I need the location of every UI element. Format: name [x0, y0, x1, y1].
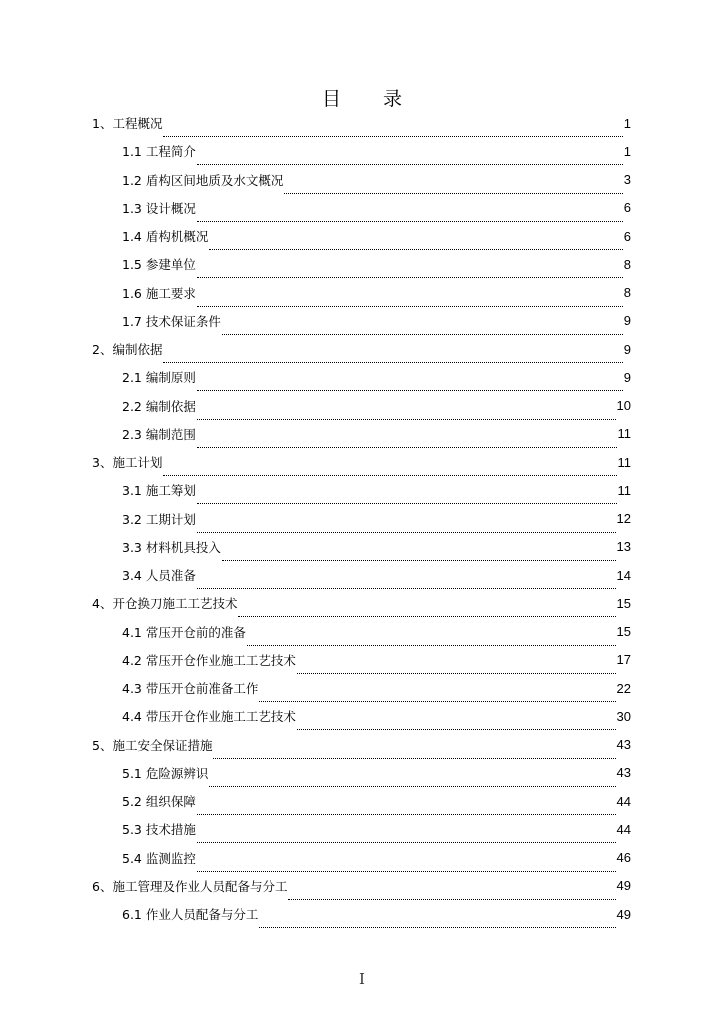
toc-entry-page: 12 [616, 511, 631, 526]
toc-entry-label: 4.3 带压开仓前准备工作 [122, 681, 259, 696]
toc-entry-page: 46 [616, 850, 631, 865]
toc-entry-page: 43 [616, 737, 631, 752]
toc-entry[interactable] [122, 392, 631, 420]
toc-dot-leader [197, 381, 623, 391]
toc-entry[interactable] [122, 646, 631, 674]
toc-dot-leader [297, 720, 616, 730]
toc-entry-label: 4、开仓换刀施工工艺技术 [92, 596, 238, 612]
toc-entry-page: 14 [616, 567, 631, 583]
toc-entry[interactable] [92, 109, 631, 137]
toc-entry[interactable] [122, 702, 631, 730]
toc-entry[interactable] [122, 787, 631, 815]
toc-entry[interactable] [122, 222, 631, 250]
toc-dot-leader [197, 297, 623, 307]
toc-entry-page: 1 [623, 115, 631, 131]
toc-entry[interactable] [122, 476, 631, 504]
toc-entry[interactable] [92, 589, 631, 617]
toc-dot-leader [197, 155, 623, 165]
toc-entry-page: 3 [623, 172, 631, 187]
toc-entry-page: 22 [616, 680, 631, 696]
toc-dot-leader [222, 325, 623, 335]
toc-entry-page: 6 [623, 228, 631, 244]
toc-entry[interactable] [122, 137, 631, 165]
toc-entry-label: 2、编制依据 [92, 342, 163, 357]
toc-entry-page: 9 [623, 313, 631, 329]
toc-entry[interactable] [122, 279, 631, 307]
toc-dot-leader [288, 890, 615, 900]
toc-entry-label: 2.3 编制范围 [122, 426, 196, 442]
toc-entry[interactable] [122, 759, 631, 787]
toc-entry-page: 43 [616, 765, 631, 781]
toc-dot-leader [284, 184, 622, 194]
toc-entry-page: 17 [616, 652, 631, 668]
toc-entry-page: 44 [616, 793, 631, 809]
toc-dot-leader [209, 777, 615, 787]
toc-entry-page: 10 [616, 398, 631, 413]
toc-entry-page: 15 [616, 595, 631, 611]
toc-entry-page: 11 [617, 454, 631, 470]
toc-entry-label: 1.7 技术保证条件 [122, 313, 221, 329]
toc-entry[interactable] [122, 250, 631, 278]
toc-dot-leader [197, 410, 616, 420]
toc-dot-leader [163, 353, 622, 363]
toc-entry-label: 5、施工安全保证措施 [92, 737, 213, 753]
toc-dot-leader [197, 494, 617, 504]
toc-entry-label: 1.4 盾构机概况 [122, 229, 209, 244]
toc-entry-page: 9 [623, 369, 631, 385]
toc-entry[interactable] [92, 872, 631, 900]
toc-entry-page: 8 [623, 285, 631, 300]
toc-entry[interactable] [122, 561, 631, 589]
toc-entry-label: 4.4 带压开仓作业施工工艺技术 [122, 709, 296, 725]
toc-entry[interactable] [122, 533, 631, 561]
toc-entry-label: 2.2 编制依据 [122, 398, 196, 414]
toc-entry-page: 1 [623, 143, 631, 159]
toc-dot-leader [259, 918, 615, 928]
toc-entry-label: 4.2 常压开仓作业施工工艺技术 [122, 652, 296, 668]
toc-dot-leader [222, 551, 616, 561]
toc-dot-leader [247, 636, 616, 646]
toc-entry-page: 13 [616, 539, 631, 555]
toc-entry-label: 5.2 组织保障 [122, 794, 196, 809]
toc-entry[interactable] [122, 307, 631, 335]
toc-entry-label: 3.2 工期计划 [122, 511, 196, 527]
toc-dot-leader [297, 664, 616, 674]
toc-dot-leader [238, 607, 615, 617]
toc-entry[interactable] [122, 844, 631, 872]
toc-dot-leader [197, 579, 616, 589]
toc-entry-page: 11 [617, 482, 631, 498]
toc-entry[interactable] [122, 900, 631, 928]
toc-entry-label: 2.1 编制原则 [122, 370, 196, 386]
toc-entry-page: 49 [616, 906, 631, 922]
toc-entry-page: 15 [616, 624, 631, 639]
toc-entry-label: 6.1 作业人员配备与分工 [122, 907, 259, 922]
toc-entry-label: 5.1 危险源辨识 [122, 765, 209, 781]
toc-dot-leader [209, 240, 622, 250]
toc-entry[interactable] [122, 505, 631, 533]
toc-entry-label: 3.3 材料机具投入 [122, 539, 221, 555]
toc-dot-leader [197, 268, 623, 278]
toc-entry[interactable] [92, 335, 631, 363]
toc-entry-page: 6 [623, 200, 631, 216]
toc-dot-leader [197, 438, 617, 448]
toc-entry-page: 8 [623, 256, 631, 272]
toc-dot-leader [197, 523, 616, 533]
toc-entry[interactable] [122, 674, 631, 702]
toc-entry[interactable] [122, 166, 631, 194]
toc-entry-label: 6、施工管理及作业人员配备与分工 [92, 878, 288, 894]
toc-entry-page: 9 [623, 341, 631, 357]
toc-dot-leader [197, 212, 623, 222]
toc-entry[interactable] [122, 618, 631, 646]
toc-entry-label: 3.4 人员准备 [122, 568, 196, 583]
toc-entry[interactable] [92, 448, 631, 476]
toc-entry-label: 5.4 监测监控 [122, 850, 196, 866]
toc-dot-leader [163, 127, 622, 137]
toc-dot-leader [259, 692, 615, 702]
toc-entry-label: 1.1 工程简介 [122, 144, 196, 160]
toc-title: 目 录 [321, 88, 421, 110]
toc-entry-page: 49 [616, 878, 631, 894]
toc-dot-leader [197, 833, 616, 843]
toc-dot-leader [213, 749, 615, 759]
toc-entry[interactable] [122, 420, 631, 448]
toc-entry[interactable] [122, 815, 631, 843]
toc-entry-label: 1.5 参建单位 [122, 257, 196, 273]
toc-entry-label: 1、工程概况 [92, 116, 163, 131]
toc-dot-leader [197, 805, 616, 815]
toc-entry-page: 44 [616, 821, 631, 837]
toc-dot-leader [197, 862, 616, 872]
toc-dot-leader [163, 466, 616, 476]
toc-entry-label: 4.1 常压开仓前的准备 [122, 624, 246, 640]
toc-entry-label: 3.1 施工筹划 [122, 483, 196, 499]
toc-entry-label: 5.3 技术措施 [122, 822, 196, 838]
toc-entry-page: 11 [617, 426, 631, 442]
toc-entry-label: 1.3 设计概况 [122, 200, 196, 216]
toc-entry-page: 30 [616, 708, 631, 724]
toc-entry[interactable] [122, 194, 631, 222]
toc-entry-label: 1.6 施工要求 [122, 285, 196, 301]
toc-entry-label: 3、施工计划 [92, 455, 163, 470]
toc-entry-label: 1.2 盾构区间地质及水文概况 [122, 172, 284, 188]
page-number: I [359, 970, 365, 988]
toc-entry[interactable] [92, 731, 631, 759]
toc-entry[interactable] [122, 363, 631, 391]
